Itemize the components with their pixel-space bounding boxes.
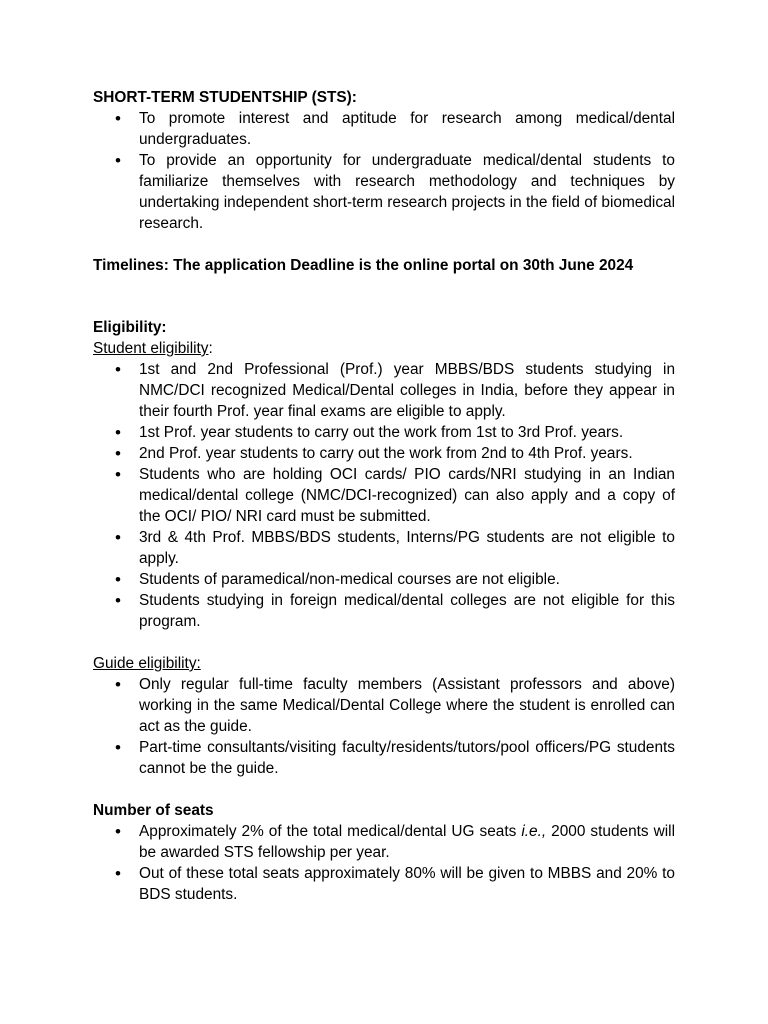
list-item: • 2nd Prof. year students to carry out the work from 2nd to 4th Prof. years. (93, 443, 675, 464)
guide-eligibility-list (93, 674, 675, 779)
sts-heading: SHORT-TERM STUDENTSHIP (STS): (93, 89, 357, 106)
seats-heading: Number of seats (93, 802, 214, 819)
seats-list (93, 821, 675, 905)
seats-item1-text-a: Approximately 2% of the total medical/dental UG seats (139, 823, 522, 840)
timelines-heading: Timelines: The application Deadline is the online portal on 30th June 2024 (93, 257, 634, 274)
seats-item1-text-b: 2000 students will be awarded STS fellowship per year. (139, 823, 676, 861)
seats-item1-italic: i.e., (521, 823, 547, 840)
student-eligibility-line (93, 338, 675, 359)
list-item: • To promote interest and aptitude for research among medical/dental undergraduates. (93, 108, 675, 150)
student-eligibility-colon: : (208, 340, 213, 357)
student-eligibility-label: Student eligibility (93, 340, 209, 357)
list-item: • 3rd & 4th Prof. MBBS/BDS students, Interns/PG students are not eligible to apply. (93, 527, 675, 569)
guide-eligibility-label: Guide eligibility: (93, 655, 201, 672)
list-item: • Students of paramedical/non-medical courses are not eligible. (93, 569, 675, 590)
list-item: • Students who are holding OCI cards/ PIO cards/NRI studying in an Indian medical/dental college (NMC/DCI-recognized) can also apply and a copy of the OCI/ PIO/ NRI card must be submitted. (93, 464, 675, 527)
eligibility-heading: Eligibility: (93, 319, 167, 336)
list-item: • 1st and 2nd Professional (Prof.) year MBBS/BDS students studying in NMC/DCI recognized Medical/Dental colleges in India, before they appear in their fourth Prof. year final exams are eligible to apply. (93, 359, 675, 422)
list-item: • Students studying in foreign medical/dental colleges are not eligible for this program. (93, 590, 675, 632)
list-item: • 1st Prof. year students to carry out the work from 1st to 3rd Prof. years. (93, 422, 675, 443)
list-item: • To provide an opportunity for undergraduate medical/dental students to familiarize themselves with research methodology and techniques by undertaking independent short-term research projects in the field of biomedical research. (93, 150, 675, 234)
list-item: • Part-time consultants/visiting faculty/residents/tutors/pool officers/PG students cannot be the guide. (93, 737, 675, 779)
list-item: • Only regular full-time faculty members (Assistant professors and above) working in the same Medical/Dental College where the student is enrolled can act as the guide. (93, 674, 675, 737)
sts-list (93, 108, 675, 234)
list-item (93, 821, 675, 863)
document-page (93, 87, 675, 905)
list-item: • Out of these total seats approximately 80% will be given to MBBS and 20% to BDS students. (93, 863, 675, 905)
student-eligibility-list (93, 359, 675, 632)
